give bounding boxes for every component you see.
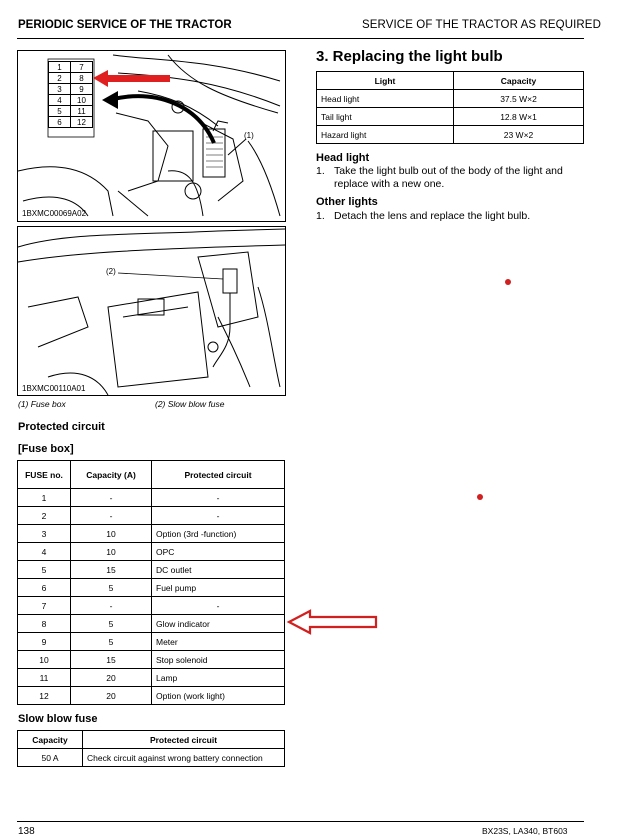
- cell-protected-circuit: DC outlet: [152, 561, 285, 579]
- cell-capacity: 10: [71, 525, 152, 543]
- table-row: [18, 543, 285, 561]
- cell-protected-circuit: -: [152, 489, 285, 507]
- cell-capacity: 12.8 W×1: [454, 108, 584, 126]
- red-annotation-arrow: [93, 70, 170, 87]
- other-lights-heading: Other lights: [316, 196, 378, 208]
- fuse-box-heading: [Fuse box]: [18, 443, 74, 455]
- fuse-grid-cell: 11: [71, 106, 93, 117]
- cell-capacity: 5: [71, 615, 152, 633]
- cell-capacity: -: [71, 597, 152, 615]
- red-dot-mark: [477, 494, 483, 500]
- table-row: [317, 126, 584, 144]
- table-row: [18, 579, 285, 597]
- fuse-box-figure: [17, 50, 286, 222]
- table-row: [18, 651, 285, 669]
- fuse-box-table: [17, 460, 285, 705]
- cell-capacity: 20: [71, 669, 152, 687]
- cell-fuse-no: 8: [18, 615, 71, 633]
- col-light: Light: [317, 72, 454, 90]
- fuse-grid-cell: 9: [71, 84, 93, 95]
- cell-capacity: 20: [71, 687, 152, 705]
- fuse-grid-cell: 3: [49, 84, 71, 95]
- cell-protected-circuit: Glow indicator: [152, 615, 285, 633]
- cell-protected-circuit: Option (work light): [152, 687, 285, 705]
- col-protected-circuit: Protected circuit: [83, 731, 285, 749]
- table-row: [18, 669, 285, 687]
- table-row: [18, 749, 285, 767]
- table-row: [18, 507, 285, 525]
- col-capacity: Capacity (A): [71, 461, 152, 489]
- figure-code-top: 1BXMC00069A02: [22, 209, 87, 218]
- step-text: Take the light bulb out of the body of the light and replace with a new one.: [334, 165, 563, 190]
- cell-capacity: -: [71, 507, 152, 525]
- cell-fuse-no: 9: [18, 633, 71, 651]
- head-light-step: [316, 165, 584, 191]
- slow-blow-fuse-figure: [17, 226, 286, 396]
- fuse-grid-cell: 10: [71, 95, 93, 106]
- step-number: 1.: [316, 165, 325, 177]
- table-row: [18, 489, 285, 507]
- cell-capacity: 5: [71, 633, 152, 651]
- table-row: [18, 687, 285, 705]
- fuse-grid-cell: 7: [71, 62, 93, 73]
- cell-fuse-no: 11: [18, 669, 71, 687]
- header-chapter-title: SERVICE OF THE TRACTOR AS REQUIRED: [362, 19, 601, 31]
- cell-light: Tail light: [317, 108, 454, 126]
- head-light-heading: Head light: [316, 152, 370, 164]
- fuse-grid-cell: 6: [49, 117, 71, 128]
- cell-light: Hazard light: [317, 126, 454, 144]
- cell-light: Head light: [317, 90, 454, 108]
- cell-fuse-no: 12: [18, 687, 71, 705]
- cell-capacity: 23 W×2: [454, 126, 584, 144]
- cell-protected-circuit: Check circuit against wrong battery connection: [83, 749, 285, 767]
- fuse-grid-cell: 1: [49, 62, 71, 73]
- cell-fuse-no: 5: [18, 561, 71, 579]
- cell-fuse-no: 3: [18, 525, 71, 543]
- light-bulb-table: [316, 71, 584, 144]
- cell-capacity: 50 A: [18, 749, 83, 767]
- table-row: [18, 633, 285, 651]
- step-text: Detach the lens and replace the light bulb.: [334, 210, 531, 222]
- red-dot-mark: [505, 279, 511, 285]
- fuse-grid-cell: 2: [49, 73, 71, 84]
- figure-code-bottom: 1BXMC00110A01: [22, 384, 86, 393]
- cell-fuse-no: 4: [18, 543, 71, 561]
- cell-protected-circuit: Option (3rd -function): [152, 525, 285, 543]
- slow-blow-fuse-illustration: [18, 227, 285, 395]
- col-capacity: Capacity: [454, 72, 584, 90]
- protected-circuit-heading: Protected circuit: [18, 421, 105, 433]
- col-fuse-no: FUSE no.: [18, 461, 71, 489]
- cell-fuse-no: 2: [18, 507, 71, 525]
- table-row: [317, 90, 584, 108]
- col-protected-circuit: Protected circuit: [152, 461, 285, 489]
- cell-capacity: -: [71, 489, 152, 507]
- cell-fuse-no: 7: [18, 597, 71, 615]
- header-section-title: PERIODIC SERVICE OF THE TRACTOR: [18, 19, 232, 31]
- footer-rule: [17, 821, 584, 822]
- table-row: [18, 561, 285, 579]
- annotation-arrow-left: [286, 608, 380, 636]
- cell-capacity: 15: [71, 651, 152, 669]
- page-number: 138: [18, 826, 35, 837]
- cell-capacity: 5: [71, 579, 152, 597]
- fuse-grid-cell: 5: [49, 106, 71, 117]
- cell-fuse-no: 6: [18, 579, 71, 597]
- cell-protected-circuit: Stop solenoid: [152, 651, 285, 669]
- caption-fuse-box: (1) Fuse box: [18, 399, 66, 409]
- model-list: BX23S, LA340, BT603: [482, 826, 568, 836]
- table-row: [18, 615, 285, 633]
- cell-protected-circuit: -: [152, 597, 285, 615]
- slow-blow-fuse-table: [17, 730, 285, 767]
- table-row: [18, 597, 285, 615]
- step-number: 1.: [316, 210, 325, 222]
- cell-capacity: 37.5 W×2: [454, 90, 584, 108]
- slow-blow-fuse-heading: Slow blow fuse: [18, 713, 98, 725]
- callout-2: (2): [106, 267, 116, 276]
- other-lights-step: [316, 210, 584, 223]
- cell-capacity: 10: [71, 543, 152, 561]
- fuse-position-grid: [48, 61, 93, 128]
- cell-fuse-no: 10: [18, 651, 71, 669]
- cell-protected-circuit: OPC: [152, 543, 285, 561]
- cell-protected-circuit: Meter: [152, 633, 285, 651]
- callout-1: (1): [244, 131, 254, 140]
- fuse-grid-cell: 4: [49, 95, 71, 106]
- cell-protected-circuit: -: [152, 507, 285, 525]
- fuse-grid-cell: 12: [71, 117, 93, 128]
- cell-capacity: 15: [71, 561, 152, 579]
- cell-fuse-no: 1: [18, 489, 71, 507]
- cell-protected-circuit: Lamp: [152, 669, 285, 687]
- light-bulb-heading: 3. Replacing the light bulb: [316, 48, 503, 65]
- fuse-grid-cell: 8: [71, 73, 93, 84]
- col-capacity: Capacity: [18, 731, 83, 749]
- caption-slow-blow-fuse: (2) Slow blow fuse: [155, 399, 225, 409]
- table-row: [317, 108, 584, 126]
- table-row: [18, 525, 285, 543]
- cell-protected-circuit: Fuel pump: [152, 579, 285, 597]
- header-rule: [17, 38, 584, 39]
